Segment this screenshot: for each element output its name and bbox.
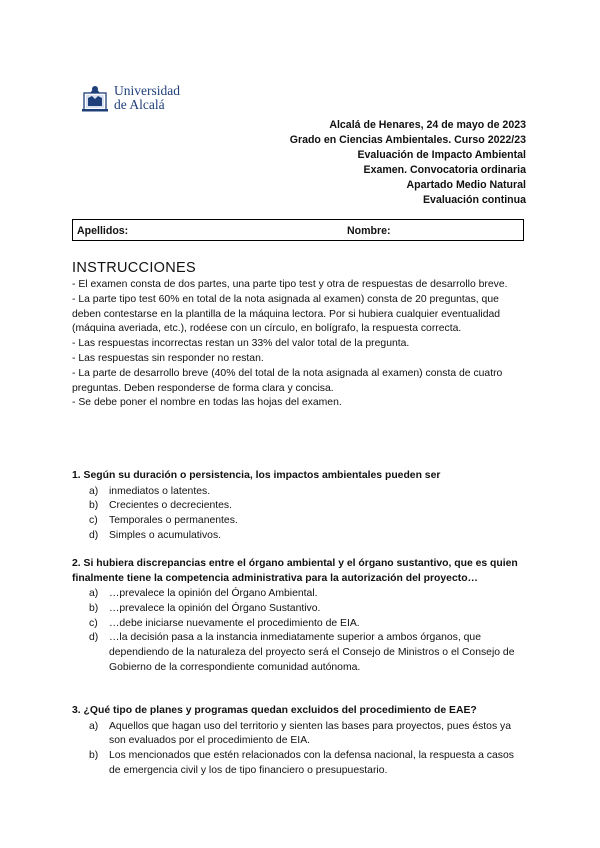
- question-title: 3. ¿Qué tipo de planes y programas quedan excluidos del procedimiento de EAE?: [72, 705, 477, 716]
- option-item[interactable]: c) Temporales o permanentes.: [89, 515, 238, 527]
- instruction-item: - Las respuestas incorrectas restan un 33% del valor total de la pregunta.: [72, 338, 410, 350]
- surname-label: Apellidos:: [77, 225, 129, 237]
- option-item[interactable]: b) Crecientes o decrecientes.: [89, 500, 233, 512]
- option-item[interactable]: c) …debe iniciarse nuevamente el procedimiento de EIA.: [89, 617, 360, 629]
- header-section: Apartado Medio Natural: [406, 179, 526, 191]
- header-subject: Evaluación de Impacto Ambiental: [357, 149, 526, 161]
- option-item[interactable]: d) Simples o acumulativos.: [89, 529, 222, 541]
- options-list: [72, 587, 528, 676]
- header-degree: Grado en Ciencias Ambientales. Curso 2022/23: [289, 134, 526, 146]
- student-name-box[interactable]: [72, 219, 524, 241]
- option-item[interactable]: a) Aquellos que hagan uso del territorio y sienten las bases para proyectos, pues éstos ya son evaluados por el procedimiento de EIA.: [89, 720, 512, 747]
- option-item[interactable]: b) …prevalece la opinión del Órgano Sustantivo.: [89, 602, 321, 614]
- header-date: Alcalá de Henares, 24 de mayo de 2023: [329, 119, 526, 131]
- question-2: [72, 557, 528, 676]
- exam-header: [290, 118, 526, 208]
- logo-line-1: Universidad: [114, 83, 180, 98]
- option-item[interactable]: b) Los mencionados que estén relacionados con la defensa nacional, la respuesta a casos de emergencia civil y los de tipo financiero o presupuestario.: [89, 750, 514, 776]
- instructions-list: [72, 278, 528, 411]
- university-logo: [80, 84, 180, 114]
- name-label: Nombre:: [347, 225, 391, 237]
- instruction-item: - Se debe poner el nombre en todas las hojas del examen.: [72, 397, 342, 409]
- instruction-item: - La parte de desarrollo breve (40% del total de la nota asignada al examen) consta de cuatro preguntas. Deben responderse de forma clara y concisa.: [72, 367, 503, 394]
- instruction-item: - La parte tipo test 60% en total de la nota asignada al examen) consta de 20 preguntas, que deben contestarse en la plantilla de la máquina lectora. Por si hubiera cualquier eventualidad (máquina averiada, etc.), rodéese con un círculo, en bolígrafo, la respuesta correcta.: [72, 293, 501, 335]
- option-item[interactable]: d) …la decisión pasa a la instancia inmediatamente superior a ambos órganos, que dependiendo de la naturaleza del proyecto será el Consejo de Ministros o el Consejo de Gobierno de la correspondiente comunidad autónoma.: [89, 632, 515, 673]
- question-title: 1. Según su duración o persistencia, los impactos ambientales pueden ser: [72, 470, 441, 481]
- header-exam-type: Examen. Convocatoria ordinaria: [363, 164, 526, 176]
- options-list: [72, 720, 528, 779]
- instructions-title: INSTRUCCIONES: [72, 260, 196, 276]
- option-item[interactable]: a) …prevalece la opinión del Órgano Ambiental.: [89, 588, 318, 599]
- question-3: [72, 704, 528, 779]
- option-item[interactable]: a) inmediatos o latentes.: [89, 485, 211, 497]
- question-title: 2. Si hubiera discrepancias entre el órgano ambiental y el órgano sustantivo, que es quien finalmente tiene la competencia administrativa para la autorización del proyecto…: [72, 558, 518, 584]
- logo-line-2: de Alcalá: [114, 97, 165, 112]
- instruction-item: - Las respuestas sin responder no restan.: [72, 352, 264, 364]
- instruction-item: - El examen consta de dos partes, una parte tipo test y otra de respuestas de desarrollo breve.: [72, 279, 508, 290]
- header-evaluation: Evaluación continua: [422, 194, 526, 206]
- options-list: [72, 485, 528, 544]
- university-crest-icon: [80, 84, 110, 114]
- question-1: [72, 469, 528, 544]
